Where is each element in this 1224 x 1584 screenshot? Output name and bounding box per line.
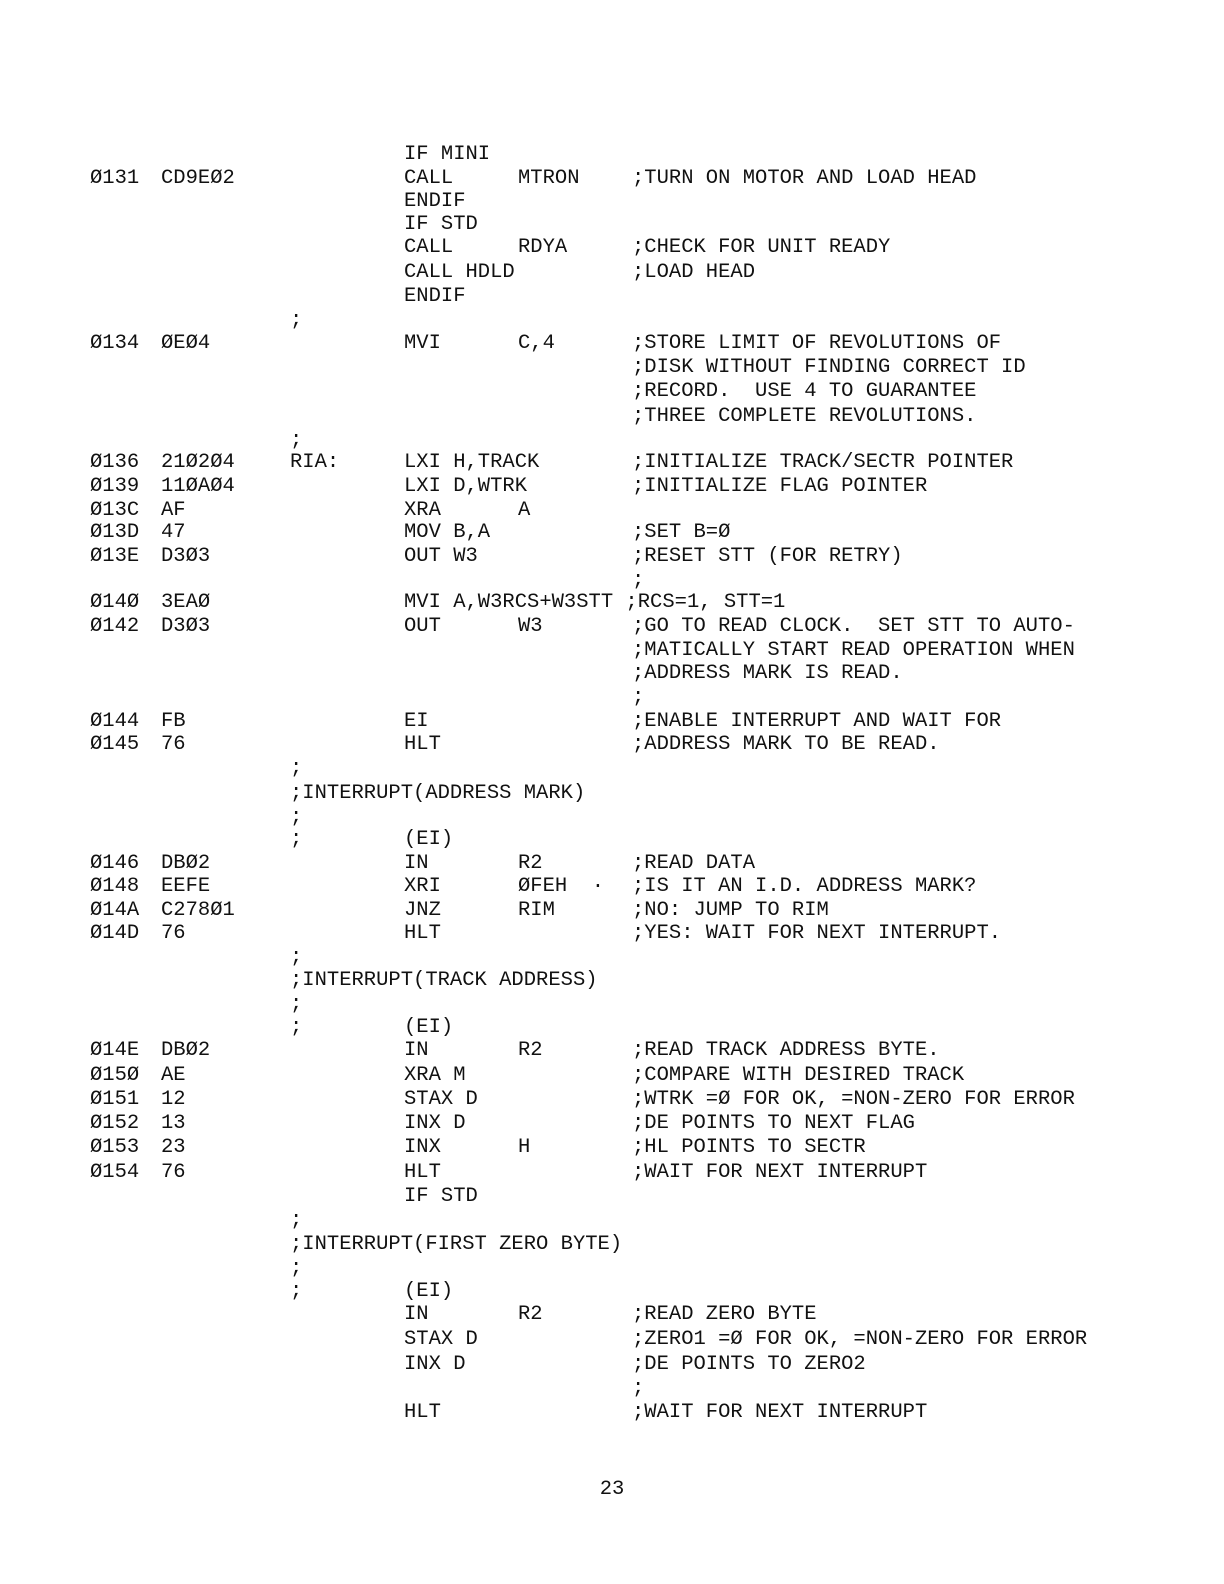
- comment: ;TURN ON MOTOR AND LOAD HEAD: [632, 167, 977, 190]
- mnemonic: XRA M: [404, 1064, 466, 1087]
- mnemonic: (EI): [404, 1016, 454, 1039]
- mnemonic: INX D: [404, 1112, 466, 1135]
- mnemonic: HLT: [404, 922, 441, 945]
- line-address: Ø146: [90, 852, 140, 875]
- mnemonic: INX: [404, 1136, 441, 1159]
- mnemonic: ENDIF: [404, 190, 466, 213]
- object-code: 21Ø2Ø4: [161, 451, 235, 474]
- listing-line: [0, 405, 1224, 429]
- listing-line: [0, 757, 1224, 781]
- comment: ;DE POINTS TO NEXT FLAG: [632, 1112, 915, 1135]
- line-address: Ø13E: [90, 545, 140, 568]
- listing-line: [0, 332, 1224, 356]
- listing-line: [0, 852, 1224, 876]
- mnemonic: (EI): [404, 828, 454, 851]
- listing-line: [0, 969, 1224, 993]
- line-address: Ø14A: [90, 899, 140, 922]
- listing-line: [0, 167, 1224, 191]
- listing-line: [0, 806, 1224, 830]
- listing-line: [0, 1039, 1224, 1063]
- line-address: Ø139: [90, 475, 140, 498]
- mnemonic: MOV B,A: [404, 521, 491, 544]
- listing-line: [0, 1088, 1224, 1112]
- operand: R2: [518, 1303, 543, 1326]
- mnemonic: LXI D,WTRK: [404, 475, 528, 498]
- comment: ;RECORD. USE 4 TO GUARANTEE: [632, 380, 977, 403]
- object-code: EEFE: [161, 875, 211, 898]
- listing-line: [0, 1233, 1224, 1257]
- listing-line: [0, 591, 1224, 615]
- comment: ;WAIT FOR NEXT INTERRUPT: [632, 1161, 928, 1184]
- line-address: Ø151: [90, 1088, 140, 1111]
- comment: ;MATICALLY START READ OPERATION WHEN: [632, 639, 1075, 662]
- listing-line: [0, 429, 1224, 453]
- object-code: 76: [161, 733, 186, 756]
- comment: ;: [632, 569, 645, 592]
- object-code: FB: [161, 710, 186, 733]
- comment: ;RESET STT (FOR RETRY): [632, 545, 903, 568]
- object-code: D3Ø3: [161, 545, 211, 568]
- comment-marker: ;: [290, 993, 303, 1016]
- listing-line: [0, 1016, 1224, 1040]
- mnemonic: STAX D: [404, 1328, 478, 1351]
- listing-line: [0, 213, 1224, 237]
- comment: ;INITIALIZE TRACK/SECTR POINTER: [632, 451, 1014, 474]
- object-code: CD9EØ2: [161, 167, 235, 190]
- listing-line: [0, 1401, 1224, 1425]
- line-address: Ø13C: [90, 499, 140, 522]
- operand: MTRON: [518, 167, 580, 190]
- comment-marker: ;: [290, 946, 303, 969]
- mnemonic: XRI: [404, 875, 441, 898]
- listing-line: [0, 639, 1224, 663]
- comment: ;ENABLE INTERRUPT AND WAIT FOR: [632, 710, 1002, 733]
- comment-marker: ;INTERRUPT(FIRST ZERO BYTE): [290, 1233, 623, 1256]
- line-address: Ø14E: [90, 1039, 140, 1062]
- comment-marker: ;INTERRUPT(TRACK ADDRESS): [290, 969, 598, 992]
- line-address: Ø154: [90, 1161, 140, 1184]
- listing-line: [0, 686, 1224, 710]
- mnemonic: INX D: [404, 1353, 466, 1376]
- line-address: Ø148: [90, 875, 140, 898]
- listing-line: [0, 475, 1224, 499]
- page-number: 23: [599, 1478, 625, 1501]
- line-address: Ø142: [90, 615, 140, 638]
- comment: ;GO TO READ CLOCK. SET STT TO AUTO-: [632, 615, 1075, 638]
- listing-line: [0, 451, 1224, 475]
- mnemonic: IF MINI: [404, 143, 491, 166]
- mnemonic: HLT: [404, 1161, 441, 1184]
- object-code: 3EAØ: [161, 591, 211, 614]
- mnemonic: IN: [404, 852, 429, 875]
- mnemonic: OUT W3: [404, 545, 478, 568]
- mnemonic: IF STD: [404, 213, 478, 236]
- comment: ;DISK WITHOUT FINDING CORRECT ID: [632, 356, 1026, 379]
- mnemonic: CALL HDLD: [404, 261, 515, 284]
- object-code: 11ØAØ4: [161, 475, 235, 498]
- line-address: Ø14Ø: [90, 591, 140, 614]
- listing-line: [0, 261, 1224, 285]
- comment-marker: ;: [290, 1257, 303, 1280]
- listing-line: [0, 782, 1224, 806]
- line-address: Ø152: [90, 1112, 140, 1135]
- listing-line: [0, 615, 1224, 639]
- line-address: Ø14D: [90, 922, 140, 945]
- comment: ;READ TRACK ADDRESS BYTE.: [632, 1039, 940, 1062]
- comment-marker: ;: [290, 1016, 303, 1039]
- comment-marker: ;: [290, 806, 303, 829]
- mnemonic: ENDIF: [404, 285, 466, 308]
- comment: ;STORE LIMIT OF REVOLUTIONS OF: [632, 332, 1002, 355]
- listing-line: [0, 1377, 1224, 1401]
- line-address: Ø134: [90, 332, 140, 355]
- comment-marker: ;: [290, 1280, 303, 1303]
- object-code: ØEØ4: [161, 332, 211, 355]
- mnemonic: IN: [404, 1303, 429, 1326]
- listing-line: [0, 380, 1224, 404]
- object-code: AF: [161, 499, 186, 522]
- comment: ;THREE COMPLETE REVOLUTIONS.: [632, 405, 977, 428]
- comment: ;WTRK =Ø FOR OK, =NON-ZERO FOR ERROR: [632, 1088, 1075, 1111]
- comment: ;YES: WAIT FOR NEXT INTERRUPT.: [632, 922, 1002, 945]
- listing-line: [0, 875, 1224, 899]
- comment-marker: ;INTERRUPT(ADDRESS MARK): [290, 782, 586, 805]
- object-code: 76: [161, 1161, 186, 1184]
- object-code: 47: [161, 521, 186, 544]
- comment: ;WAIT FOR NEXT INTERRUPT: [632, 1401, 928, 1424]
- mnemonic: MVI: [404, 332, 441, 355]
- line-address: Ø131: [90, 167, 140, 190]
- comment-marker: ;: [290, 828, 303, 851]
- line-address: Ø15Ø: [90, 1064, 140, 1087]
- comment: ;HL POINTS TO SECTR: [632, 1136, 866, 1159]
- listing-line: [0, 190, 1224, 214]
- mnemonic: (EI): [404, 1280, 454, 1303]
- line-label: RIA:: [290, 451, 340, 474]
- comment: ;INITIALIZE FLAG POINTER: [632, 475, 928, 498]
- listing-line: [0, 285, 1224, 309]
- listing-line: [0, 499, 1224, 523]
- listing-line: [0, 1257, 1224, 1281]
- listing-line: [0, 1280, 1224, 1304]
- operand: C,4: [518, 332, 555, 355]
- operand: H: [518, 1136, 531, 1159]
- listing-line: [0, 545, 1224, 569]
- comment: ;LOAD HEAD: [632, 261, 756, 284]
- listing-line: [0, 710, 1224, 734]
- line-address: Ø144: [90, 710, 140, 733]
- operand: RDYA: [518, 236, 568, 259]
- listing-line: [0, 143, 1224, 167]
- operand: RIM: [518, 899, 555, 922]
- object-code: C278Ø1: [161, 899, 235, 922]
- comment: ;DE POINTS TO ZERO2: [632, 1353, 866, 1376]
- comment: ;: [632, 686, 645, 709]
- object-code: 12: [161, 1088, 186, 1111]
- comment: ;ADDRESS MARK IS READ.: [632, 662, 903, 685]
- comment-marker: ;: [290, 309, 303, 332]
- operand: A: [518, 499, 531, 522]
- comment-marker: ;: [290, 429, 303, 452]
- listing-line: [0, 662, 1224, 686]
- operand: ØFEH ·: [518, 875, 605, 898]
- comment: ;CHECK FOR UNIT READY: [632, 236, 891, 259]
- listing-line: [0, 899, 1224, 923]
- comment: ;SET B=Ø: [632, 521, 731, 544]
- comment: ;READ ZERO BYTE: [632, 1303, 817, 1326]
- mnemonic: JNZ: [404, 899, 441, 922]
- comment: ;NO: JUMP TO RIM: [632, 899, 829, 922]
- listing-line: [0, 1303, 1224, 1327]
- mnemonic: HLT: [404, 733, 441, 756]
- line-address: Ø153: [90, 1136, 140, 1159]
- listing-line: [0, 309, 1224, 333]
- object-code: DBØ2: [161, 1039, 211, 1062]
- mnemonic: STAX D: [404, 1088, 478, 1111]
- operand: R2: [518, 1039, 543, 1062]
- operand: R2: [518, 852, 543, 875]
- mnemonic: LXI H,TRACK: [404, 451, 540, 474]
- mnemonic: CALL: [404, 167, 454, 190]
- listing-line: [0, 1064, 1224, 1088]
- listing-line: [0, 1353, 1224, 1377]
- listing-line: [0, 236, 1224, 260]
- listing-line: [0, 1112, 1224, 1136]
- listing-line: [0, 1185, 1224, 1209]
- comment-marker: ;: [290, 1209, 303, 1232]
- operand: W3: [518, 615, 543, 638]
- listing-line: [0, 569, 1224, 593]
- comment: ;COMPARE WITH DESIRED TRACK: [632, 1064, 965, 1087]
- mnemonic: EI: [404, 710, 429, 733]
- mnemonic: MVI A,W3RCS+W3STT ;RCS=1, STT=1: [404, 591, 786, 614]
- listing-line: [0, 828, 1224, 852]
- line-address: Ø136: [90, 451, 140, 474]
- line-address: Ø13D: [90, 521, 140, 544]
- listing-line: [0, 356, 1224, 380]
- mnemonic: OUT: [404, 615, 441, 638]
- mnemonic: IN: [404, 1039, 429, 1062]
- comment-marker: ;: [290, 757, 303, 780]
- mnemonic: HLT: [404, 1401, 441, 1424]
- object-code: AE: [161, 1064, 186, 1087]
- listing-line: [0, 1209, 1224, 1233]
- listing-line: [0, 1136, 1224, 1160]
- listing-line: [0, 946, 1224, 970]
- comment: ;IS IT AN I.D. ADDRESS MARK?: [632, 875, 977, 898]
- object-code: 76: [161, 922, 186, 945]
- listing-line: [0, 521, 1224, 545]
- listing-line: [0, 1161, 1224, 1185]
- line-address: Ø145: [90, 733, 140, 756]
- mnemonic: XRA: [404, 499, 441, 522]
- comment: ;ZERO1 =Ø FOR OK, =NON-ZERO FOR ERROR: [632, 1328, 1088, 1351]
- object-code: DBØ2: [161, 852, 211, 875]
- listing-line: [0, 1328, 1224, 1352]
- comment: ;ADDRESS MARK TO BE READ.: [632, 733, 940, 756]
- listing-line: [0, 922, 1224, 946]
- listing-line: [0, 733, 1224, 757]
- mnemonic: CALL: [404, 236, 454, 259]
- object-code: 23: [161, 1136, 186, 1159]
- object-code: D3Ø3: [161, 615, 211, 638]
- mnemonic: IF STD: [404, 1185, 478, 1208]
- object-code: 13: [161, 1112, 186, 1135]
- listing-line: [0, 993, 1224, 1017]
- comment: ;READ DATA: [632, 852, 756, 875]
- comment: ;: [632, 1377, 645, 1400]
